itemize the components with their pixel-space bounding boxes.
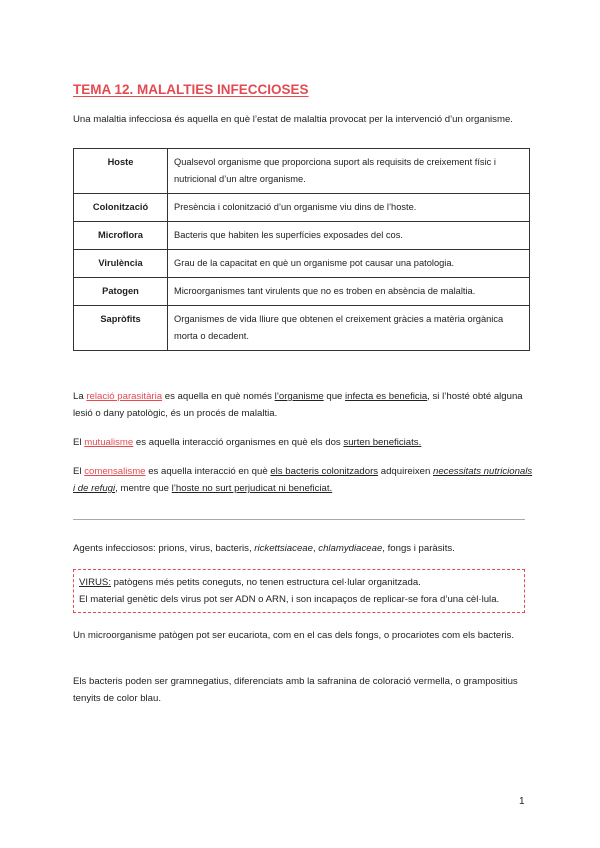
parasitism-paragraph <box>73 388 533 422</box>
gram-paragraph: Els bacteris poden ser gramnegatius, diferenciats amb la safranina de coloració vermella, o grampositius tenyits de color blau. <box>73 676 518 704</box>
text-run: La <box>73 391 87 402</box>
table-row <box>74 194 530 222</box>
text-run: es aquella interacció en què <box>145 466 271 477</box>
table-row <box>74 278 530 306</box>
text-run: es aquella interacció organismes en què els dos <box>133 437 344 448</box>
text-run: patògens més petits coneguts, no tenen estructura cel·lular organitzada. <box>111 577 421 588</box>
definition-cell: Presència i colonització d’un organisme viu dins de l’hoste. <box>168 194 530 222</box>
definition-cell: Qualsevol organisme que proporciona suport als requisits de creixement físic i nutricional d’un altre organisme. <box>168 149 530 194</box>
underlined-text: surten beneficiats. <box>343 437 422 448</box>
divider <box>73 519 525 520</box>
table-row <box>74 306 530 351</box>
definition-cell: Grau de la capacitat en què un organisme pot causar una patologia. <box>168 250 530 278</box>
definition-cell: Organismes de vida lliure que obtenen el creixement gràcies a matèria orgànica morta o decadent. <box>168 306 530 351</box>
term-link-commensalism[interactable]: comensalisme <box>84 466 146 477</box>
italic-text: chlamydiaceae <box>318 543 383 554</box>
underlined-text: l’organisme <box>274 391 324 402</box>
text-run: adquireixen <box>378 466 433 477</box>
definitions-table <box>73 148 530 351</box>
eukaryote-paragraph: Un microorganisme patògen pot ser eucariota, com en el cas dels fongs, o procariotes com els bacteris. <box>73 630 514 641</box>
mutualism-paragraph <box>73 434 533 451</box>
definition-cell: Microorganismes tant virulents que no es troben en absència de malaltia. <box>168 278 530 306</box>
text-run: , si l’hosté obté alguna lesió o dany patològic, és un procés de malaltia. <box>73 391 523 419</box>
table-row <box>74 250 530 278</box>
virus-line-2: El material genètic dels virus pot ser ADN o ARN, i son incapaços de replicar-se fora d’una cèl·lula. <box>79 594 500 605</box>
text-run: es aquella en què només <box>162 391 275 402</box>
text-run: , <box>312 543 319 554</box>
text-run: , fongs i paràsits. <box>382 543 455 554</box>
text-run: Agents infecciosos: prions, virus, bacteris, <box>73 543 255 554</box>
commensalism-paragraph <box>73 463 533 497</box>
underlined-italic-text: necessitats nutricionals i de refugi <box>73 466 533 494</box>
underlined-text: infecta es beneficia <box>345 391 428 402</box>
page-number: 1 <box>519 796 525 807</box>
table-row <box>74 222 530 250</box>
text-run: , mentre que <box>115 483 172 494</box>
text-run: El <box>73 466 85 477</box>
virus-note-box <box>73 569 525 613</box>
text-run: El <box>73 437 85 448</box>
italic-text: rickettsiaceae <box>254 543 313 554</box>
term-cell: Microflora <box>74 222 168 250</box>
table-row <box>74 149 530 194</box>
term-link-mutualism[interactable]: mutualisme <box>84 437 134 448</box>
underlined-text: els bacteris colonitzadors <box>270 466 379 477</box>
term-cell: Patogen <box>74 278 168 306</box>
agents-paragraph <box>73 540 533 557</box>
virus-line-1 <box>79 574 519 591</box>
term-cell: Colonització <box>74 194 168 222</box>
underlined-text: l’hoste no surt perjudicat ni beneficiat. <box>171 483 333 494</box>
definition-cell: Bacteris que habiten les superfícies exposades del cos. <box>168 222 530 250</box>
page-title: TEMA 12. MALALTIES INFECCIOSES <box>73 82 309 97</box>
term-cell: Virulència <box>74 250 168 278</box>
virus-label: VIRUS: <box>79 577 111 588</box>
intro-paragraph: Una malaltia infecciosa és aquella en què l’estat de malaltia provocat per la intervenció d’un organisme. <box>73 114 513 125</box>
text-run: que <box>323 391 346 402</box>
term-cell: Sapròfits <box>74 306 168 351</box>
term-link-parasitism[interactable]: relació parasitària <box>86 391 163 402</box>
term-cell: Hoste <box>74 149 168 194</box>
